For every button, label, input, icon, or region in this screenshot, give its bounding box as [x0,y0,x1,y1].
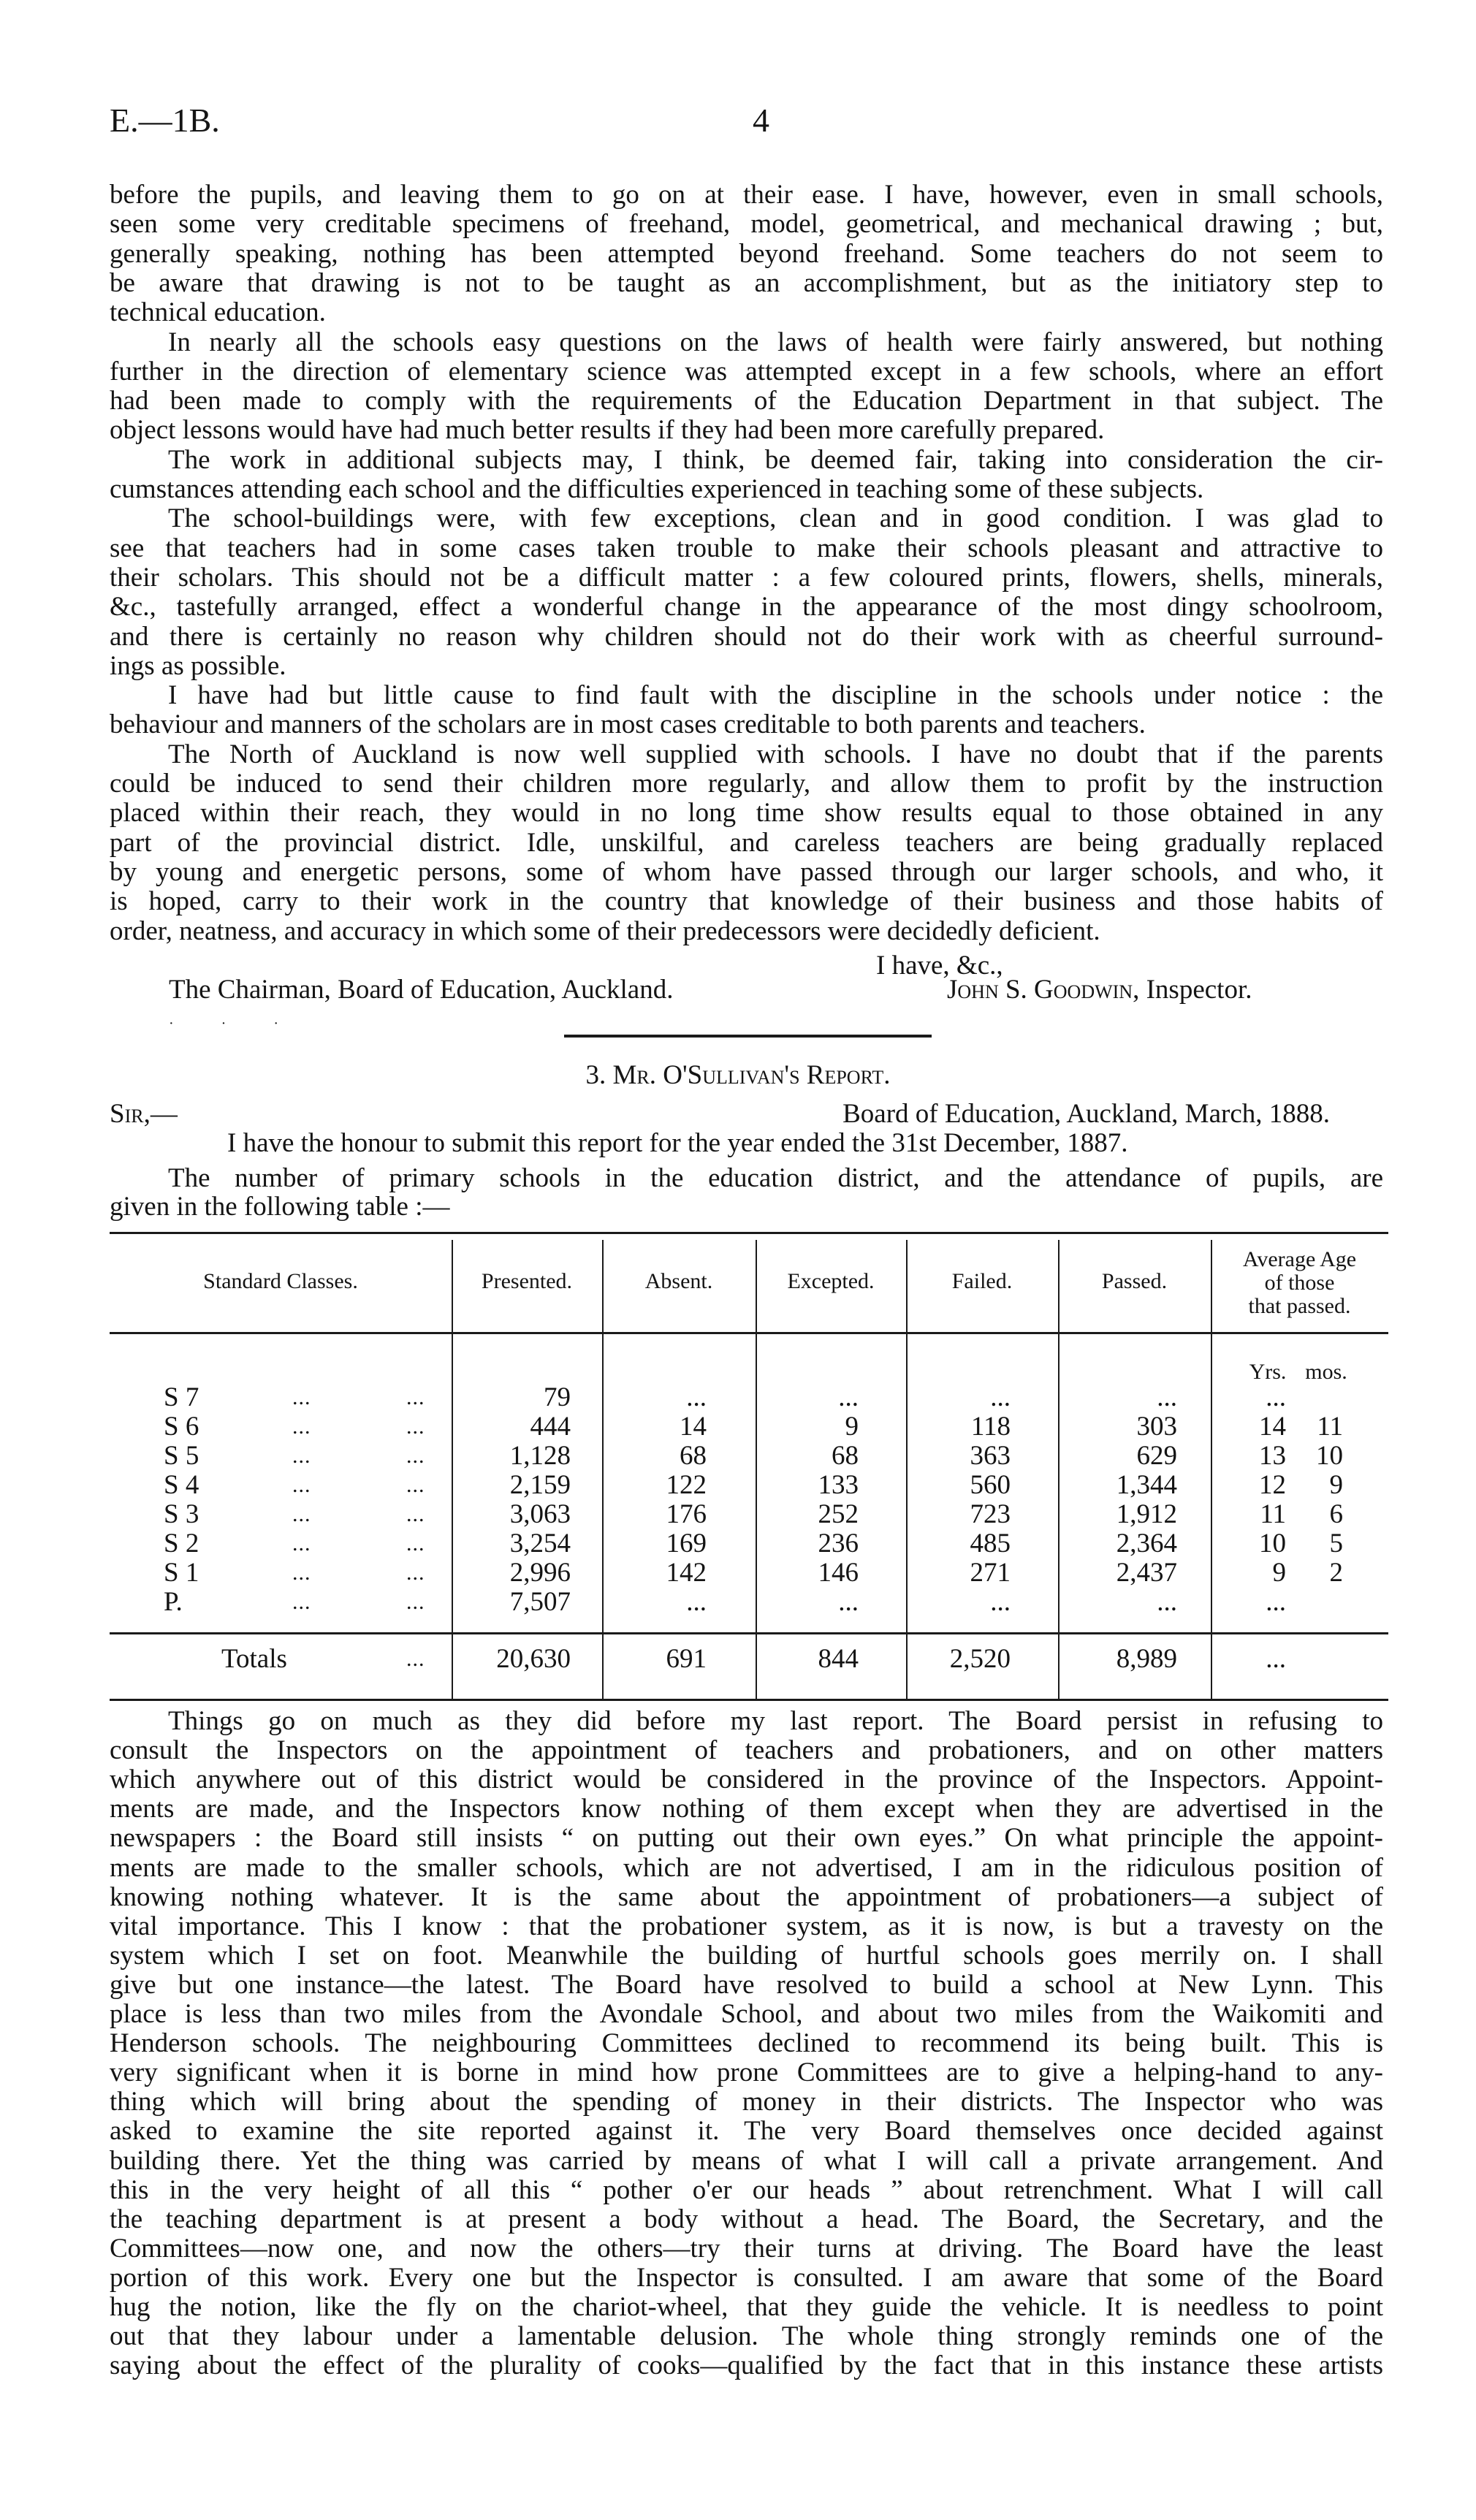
leader-dots: ... [406,1561,425,1585]
age-unit-years: Yrs. [1249,1360,1287,1384]
cell-presented: 2,996 [509,1558,571,1588]
cell-yrs: 9 [1272,1558,1286,1588]
cell-yrs: ... [1266,1644,1286,1674]
text-line: ments are made to the smaller schools, which are not advertised, I am in the ridiculous position of [110,1854,1383,1883]
leader-dots: ... [406,1385,425,1409]
column-header-average-age: of those [1264,1271,1335,1295]
leader-dots: ... [292,1590,311,1614]
section-divider [564,1035,932,1038]
cell-excepted: 133 [818,1470,859,1500]
cell-passed: 2,437 [1116,1558,1177,1588]
text-line: see that teachers had in some cases taken trouble to make their schools pleasant and attractive to [110,534,1383,563]
cell-excepted: 252 [818,1499,859,1529]
leader-dots: ... [292,1444,311,1468]
text-line: Henderson schools. The neighbouring Committees declined to recommend its being built. This is [110,2029,1383,2058]
closing-salutation: I have, &c., [876,951,1003,981]
cell-absent: 14 [680,1412,707,1442]
text-line: give but one instance—the latest. The Board have resolved to build a school at New Lynn. This [110,1971,1383,2000]
column-divider [906,1240,908,1699]
text-line: Committees—now one, and now the others—try their turns at driving. The Board have the least [110,2234,1383,2264]
cell-yrs: 14 [1259,1412,1286,1442]
text-line: system which I set on foot. Meanwhile the building of hurtful schools goes merrily on. I shall [110,1941,1383,1971]
row-label: S 3 [164,1499,199,1529]
leader-dots: ... [406,1444,425,1468]
cell-yrs: 12 [1259,1470,1286,1500]
age-unit-months: mos. [1305,1360,1347,1384]
text-line: The school-buildings were, with few exceptions, clean and in good condition. I was glad to [168,504,1383,533]
cell-failed: ... [990,1382,1011,1412]
text-line: out that they labour under a lamentable delusion. The whole thing strongly reminds one of the [110,2322,1383,2351]
column-header: Failed. [951,1269,1013,1293]
text-line: order, neatness, and accuracy in which some of their predecessors were decidedly deficient. [110,917,1100,946]
cell-passed: 1,912 [1116,1499,1177,1529]
text-line: asked to examine the site reported against it. The very Board themselves once decided against [110,2117,1383,2146]
cell-presented: 79 [544,1382,571,1412]
cell-absent: 68 [680,1441,707,1471]
cell-failed: ... [990,1587,1011,1617]
leader-dots: ... [292,1502,311,1526]
cell-mos: 5 [1329,1529,1343,1558]
text-line: The North of Auckland is now well supplied with schools. I have no doubt that if the parents [168,740,1383,769]
row-label: Totals [221,1644,287,1674]
text-line: very significant when it is borne in mind how prone Committees are to give a helping-hand to any- [110,2058,1383,2087]
text-line: Things go on much as they did before my last report. The Board persist in refusing to [168,1707,1383,1736]
leader-dots: ... [406,1647,425,1671]
cell-absent: ... [686,1382,707,1412]
leader-dots: ... [406,1590,425,1614]
text-line: this in the very height of all this “ pother o'er our heads ” about retrenchment. What I will call [110,2176,1383,2205]
row-label: S 6 [164,1412,199,1442]
cell-presented: 444 [530,1412,571,1442]
text-line: which anywhere out of this district would be considered in the province of the Inspectors. Appoint- [110,1765,1383,1794]
leader-dots: ... [292,1561,311,1585]
cell-failed: 723 [970,1499,1011,1529]
column-header: Passed. [1101,1269,1168,1293]
row-label: S 1 [164,1558,199,1588]
cell-mos: 9 [1329,1470,1343,1500]
cell-passed: 629 [1136,1441,1177,1471]
document-code: E.—1B. [110,102,220,139]
text-line: hug the notion, like the fly on the chariot-wheel, that they guide the vehicle. It is needless to point [110,2293,1383,2322]
cell-presented: 1,128 [509,1441,571,1471]
column-divider [1058,1240,1060,1699]
cell-failed: 485 [970,1529,1011,1558]
cell-presented: 20,630 [496,1644,571,1674]
text-line: &c., tastefully arranged, effect a wonderful change in the appearance of the most dingy schoolroom, [110,593,1383,622]
row-label: S 4 [164,1470,199,1500]
cell-excepted: 9 [845,1412,859,1442]
cell-mos: 2 [1329,1558,1343,1588]
cell-mos: 6 [1329,1499,1343,1529]
text-line: seen some very creditable specimens of freehand, model, geometrical, and mechanical drawing ; but, [110,210,1383,239]
text-line: thing which will bring about the spending of money in their districts. The Inspector who was [110,2087,1383,2117]
signature-title: , Inspector. [1133,975,1252,1005]
cell-passed: 303 [1136,1412,1177,1442]
text-line: generally speaking, nothing has been attempted beyond freehand. Some teachers do not seem to [110,240,1383,269]
cell-excepted: 146 [818,1558,859,1588]
leader-dots: ... [406,1502,425,1526]
cell-excepted: 236 [818,1529,859,1558]
leader-dots: ... [292,1415,311,1439]
cell-yrs: 11 [1260,1499,1286,1529]
text-line: placed within their reach, they would in no long time show results equal to those obtained in any [110,799,1383,828]
cell-passed: ... [1157,1587,1177,1617]
cell-failed: 363 [970,1441,1011,1471]
cell-passed: ... [1157,1382,1177,1412]
text-line: behaviour and manners of the scholars are in most cases creditable to both parents and teachers. [110,710,1146,739]
leader-dots: ... [292,1473,311,1497]
cell-excepted: 844 [818,1644,859,1674]
cell-yrs: 10 [1259,1529,1286,1558]
text-line: portion of this work. Every one but the Inspector is consulted. I am aware that some of the Board [110,2264,1383,2293]
row-label: P. [164,1587,183,1617]
cell-passed: 8,989 [1116,1644,1177,1674]
column-header: Presented. [481,1269,573,1293]
row-label: S 2 [164,1529,199,1558]
column-header: Absent. [644,1269,713,1293]
cell-mos: 10 [1316,1441,1343,1471]
text-line: vital importance. This I know : that the probationer system, as it is now, is but a travesty on the [110,1912,1383,1941]
text-line: further in the direction of elementary science was attempted except in a few schools, where an effort [110,357,1383,387]
cell-presented: 7,507 [509,1587,571,1617]
column-divider [602,1240,604,1699]
signature [947,975,1252,1005]
page-number: 4 [753,102,769,139]
text-line: place is less than two miles from the Avondale School, and about two miles from the Waikomiti and [110,2000,1383,2029]
column-header: Standard Classes. [203,1269,358,1293]
cell-failed: 2,520 [949,1644,1011,1674]
text-line: had been made to comply with the requirements of the Education Department in that subject. The [110,387,1383,416]
report-dateline: Board of Education, Auckland, March, 1888. [842,1099,1330,1129]
text-line: and there is certainly no reason why children should not do their work with as cheerful surround- [110,623,1383,652]
text-line: technical education. [110,298,326,327]
report-salutation: Sir,— [110,1099,178,1129]
text-line: cumstances attending each school and the difficulties experienced in teaching some of these subjects. [110,475,1204,504]
text-line: I have had but little cause to find fault with the discipline in the schools under notice : the [168,681,1383,710]
text-line: knowing nothing whatever. It is the same about the appointment of probationers—a subject of [110,1883,1383,1912]
text-line: before the pupils, and leaving them to go on at their ease. I have, however, even in small schools, [110,180,1383,210]
cell-excepted: ... [838,1587,859,1617]
text-line: be aware that drawing is not to be taught as an accomplishment, but as the initiatory step to [110,269,1383,298]
cell-excepted: 68 [832,1441,859,1471]
cell-excepted: ... [838,1382,859,1412]
text-line: ings as possible. [110,652,286,681]
cell-absent: 142 [666,1558,707,1588]
table-totals-rule [110,1632,1388,1634]
text-line: could be induced to send their children more regularly, and allow them to profit by the instruction [110,769,1383,799]
cell-presented: 2,159 [509,1470,571,1500]
text-line: the teaching department is at present a body without a head. The Board, the Secretary, and the [110,2205,1383,2234]
leader-dots: ... [406,1531,425,1556]
column-header-average-age: that passed. [1248,1294,1351,1318]
signature-name: John S. Goodwin [947,975,1133,1005]
cell-passed: 1,344 [1116,1470,1177,1500]
leader-dots: ... [406,1473,425,1497]
column-divider [452,1240,453,1699]
leader-dots: ... [292,1385,311,1409]
text-line: saying about the effect of the plurality of cooks—qualified by the fact that in this instance these artists [110,2351,1383,2380]
cell-yrs: ... [1266,1382,1286,1412]
text-line: part of the provincial district. Idle, unskilful, and careless teachers are being gradually replaced [110,829,1383,858]
text-line: The number of primary schools in the education district, and the attendance of pupils, are [168,1164,1383,1193]
cell-absent: 691 [666,1644,707,1674]
cell-presented: 3,063 [509,1499,571,1529]
table-header-rule [110,1332,1388,1334]
table-top-rule [110,1232,1388,1234]
text-line: given in the following table :— [110,1192,450,1222]
text-line: is hoped, carry to their work in the country that knowledge of their business and those habits of [110,887,1383,916]
cell-absent: ... [686,1587,707,1617]
cell-passed: 2,364 [1116,1529,1177,1558]
column-header: Excepted. [787,1269,875,1293]
text-line: ments are made, and the Inspectors know nothing of them except when they are advertised in the [110,1794,1383,1824]
report-heading: 3. Mr. O'Sullivan's Report. [585,1060,891,1090]
text-line: by young and energetic persons, some of whom have passed through our larger schools, and who, it [110,858,1383,887]
report-intro: I have the honour to submit this report for the year ended the 31st December, 1887. [227,1128,1128,1158]
cell-yrs: 13 [1259,1441,1286,1471]
column-header-average-age: Average Age [1242,1247,1357,1271]
text-line: their scholars. This should not be a difficult matter : a few coloured prints, flowers, shells, minerals, [110,563,1383,593]
stray-marks: · · · [169,1016,300,1032]
column-divider [756,1240,757,1699]
text-line: building there. Yet the thing was carried by means of what I will call a private arrangement. And [110,2147,1383,2176]
cell-failed: 271 [970,1558,1011,1588]
leader-dots: ... [292,1531,311,1556]
text-line: In nearly all the schools easy questions on the laws of health were fairly answered, but nothing [168,328,1383,357]
cell-absent: 176 [666,1499,707,1529]
cell-failed: 560 [970,1470,1011,1500]
text-line: The work in additional subjects may, I think, be deemed fair, taking into consideration the cir- [168,446,1383,475]
cell-mos: 11 [1317,1412,1343,1442]
row-label: S 5 [164,1441,199,1471]
table-bottom-rule [110,1699,1388,1701]
cell-yrs: ... [1266,1587,1286,1617]
text-line: object lessons would have had much better results if they had been more carefully prepared. [110,416,1105,445]
cell-failed: 118 [970,1412,1011,1442]
cell-presented: 3,254 [509,1529,571,1558]
leader-dots: ... [406,1415,425,1439]
cell-absent: 122 [666,1470,707,1500]
text-line: consult the Inspectors on the appointment of teachers and probationers, and on other matters [110,1736,1383,1765]
addressee: The Chairman, Board of Education, Auckland. [169,975,674,1005]
text-line: newspapers : the Board still insists “ on putting out their own eyes.” On what principle the appoint- [110,1824,1383,1853]
row-label: S 7 [164,1382,199,1412]
cell-absent: 169 [666,1529,707,1558]
